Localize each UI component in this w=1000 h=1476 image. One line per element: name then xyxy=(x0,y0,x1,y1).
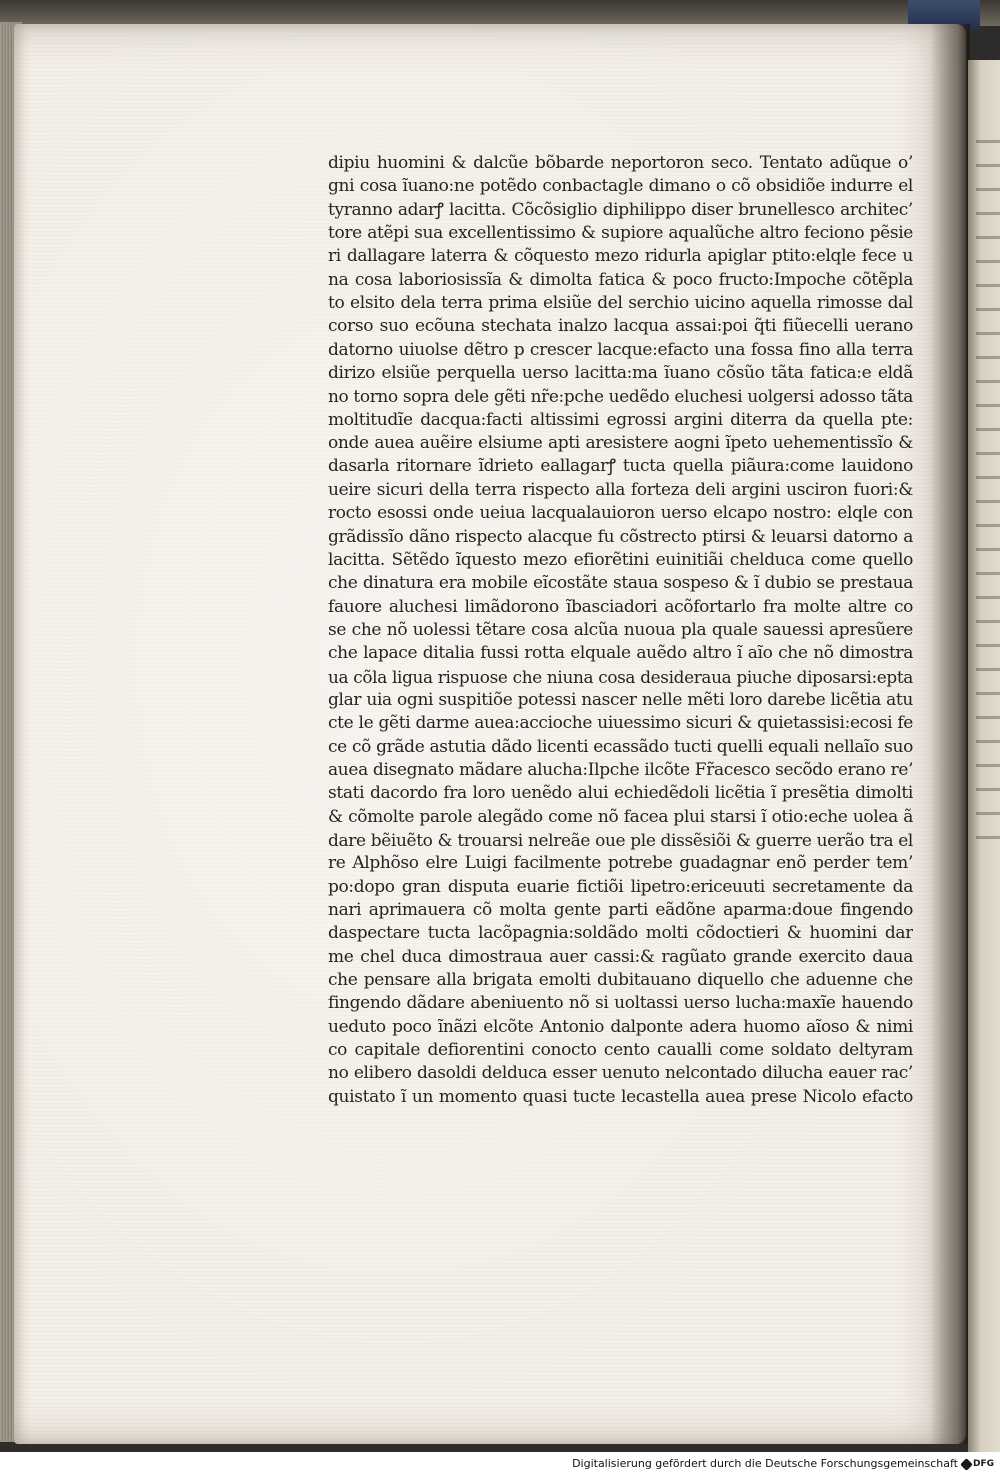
dfg-logo-icon xyxy=(962,1456,994,1472)
text-line: che pensare alla brigata emolti dubitauano diquello che aduenne che xyxy=(328,970,913,991)
text-line: & cõmolte parole alegãdo come nõ facea plui starsi ĩ otio:eche uolea ã xyxy=(328,806,913,827)
text-line: no elibero dasoldi delduca esser uenuto nelcontado dilucha eauer rac’ xyxy=(328,1063,913,1084)
text-line: dasarla ritornare ĩdrieto eallagarꝭ tucta quella piãura:come lauidono xyxy=(328,456,913,477)
text-line: ce cõ grãde astutia dãdo licenti ecassãdo tucti quelli equali nellaĩo suo xyxy=(328,736,913,757)
text-line: se che nõ uolessi tẽtare cosa alcũa nuoua pla quale sauessi apresũere xyxy=(328,619,913,640)
text-line: daspectare tucta lacõpagnia:soldãdo molti cõdoctieri & huomini dar xyxy=(328,923,913,944)
text-line: dirizo elsiũe perquella uerso lacitta:ma ĩuano cõsũo tãta fatica:e eldã xyxy=(328,363,913,384)
text-line: glar uia ogni suspitiõe potessi nascer nelle mẽti loro darebe licẽtia atu xyxy=(328,689,913,710)
footer-credit-text: Digitalisierung gefördert durch die Deutsche Forschungsgemeinschaft xyxy=(572,1457,958,1470)
text-line: dipiu huomini & dalcũe bõbarde neportoron seco. Tentato adũque o’ xyxy=(328,153,913,173)
text-line: po:dopo gran disputa euarie fictiõi lipetro:ericeuuti secretamente da xyxy=(328,876,913,897)
text-line: co capitale defiorentini conocto cento caualli come soldato deltyram xyxy=(328,1040,913,1061)
text-line: grãdissĩo dãno rispecto alacque fu cõstrecto ptirsi & leuarsi datorno a xyxy=(328,526,913,547)
text-line: cte le gẽti darme auea:accioche uiuessimo sicuri & quietassisi:ecosi fe xyxy=(328,713,913,734)
dfg-diamond-icon xyxy=(960,1458,973,1471)
text-line: rocto esossi onde ueiua lacqualauioron uerso elcapo nostro: elqle con xyxy=(328,503,913,524)
text-line: me chel duca dimostraua auer cassi:& ragũato grande exercito daua xyxy=(328,946,913,967)
text-line: gni cosa ĩuano:ne potẽdo conbactagle dimano o cõ obsidiõe indurre el xyxy=(328,176,913,197)
text-line: fingendo dãdare abeniuento nõ si uoltassi uerso lucha:maxĩe hauendo xyxy=(328,993,913,1014)
text-line: corso suo ecõuna stechata inalzo lacqua assai:poi q̃ti fiũecelli uerano xyxy=(328,316,913,337)
text-line: fauore aluchesi limãdorono ĩbasciadori acõfortarlo fra molte altre co xyxy=(328,596,913,617)
dfg-logo-label: DFG xyxy=(972,1459,994,1469)
text-line: ua cõla ligua rispuose che niuna cosa desideraua piuche diposarsi:epta xyxy=(328,666,913,687)
text-line: nari aprimauera cõ molta gente parti eãdõne aparma:doue fingendo xyxy=(328,900,913,920)
book-top-edge xyxy=(0,0,1000,26)
printed-text-block xyxy=(328,152,913,1109)
gutter-shadow xyxy=(930,24,970,1444)
text-line: auea disegnato mãdare alucha:Ilpche ilcõte Fr̃acesco secõdo erano re’ xyxy=(328,759,913,780)
text-line: quistato ĩ un momento quasi tucte lecastella auea prese Nicolo efacto xyxy=(328,1086,913,1107)
text-line: to elsito dela terra prima elsiũe del serchio uicino aquella rimosse dal xyxy=(328,293,913,314)
text-line: ueduto poco ĩnãzi elcõte Antonio dalponte adera huomo aĩoso & nimi xyxy=(328,1016,913,1037)
text-line: che dinatura era mobile eĩcostãte staua sospeso & ĩ dubio se prestaua xyxy=(328,573,913,594)
text-line: ueire sicuri della terra rispecto alla forteza deli argini usciron fuori:& xyxy=(328,479,913,500)
text-line: stati dacordo fra loro uenẽdo alui echiedẽdoli licẽtia ĩ presẽtia dimolti xyxy=(328,783,913,804)
text-line: no torno sopra dele gẽti nr̃e:pche uedẽdo eluchesi uolgersi adosso tãta xyxy=(328,386,913,407)
text-line: na cosa laboriosissĩa & dimolta fatica & poco fructo:Impoche cõtẽpla xyxy=(328,269,913,290)
text-line: re Alphõso elre Luigi facilmente potrebe guadagnar enõ perder tem’ xyxy=(328,853,913,874)
text-line: che lapace ditalia fussi rotta elquale auẽdo altro ĩ aĩo che nõ dimostra xyxy=(328,643,913,664)
text-line: lacitta. Sẽtẽdo ĩquesto mezo efiorẽtini euinitiãi chelduca come quello xyxy=(328,549,913,570)
text-line: onde auea auẽire elsiume apti aresistere aogni ĩpeto uehementissĩo & xyxy=(328,433,913,454)
facing-page-text-glimpse xyxy=(976,140,1000,840)
text-line: moltitudĩe dacqua:facti altissimi egrossi argini diterra da quella pte: xyxy=(328,409,913,430)
text-line: tyranno adarꝭ lacitta. Cõcõsiglio diphilippo diser brunellesco architec’ xyxy=(328,199,913,220)
text-line: tore atẽpi sua excellentissimo & supiore aqualũche altro feciono pẽsie xyxy=(328,223,913,244)
text-line: ri dallagare laterra & cõquesto mezo ridurla apiglar ptito:elqle fece u xyxy=(328,246,913,267)
text-line: dare bẽiuẽto & trouarsi nelreãe oue ple dissẽsiõi & guerre uerão tra el xyxy=(328,829,913,850)
text-line: datorno uiuolse dẽtro p crescer lacque:efacto una fossa fino alla terra xyxy=(328,339,913,360)
digitization-footer xyxy=(0,1452,1000,1476)
